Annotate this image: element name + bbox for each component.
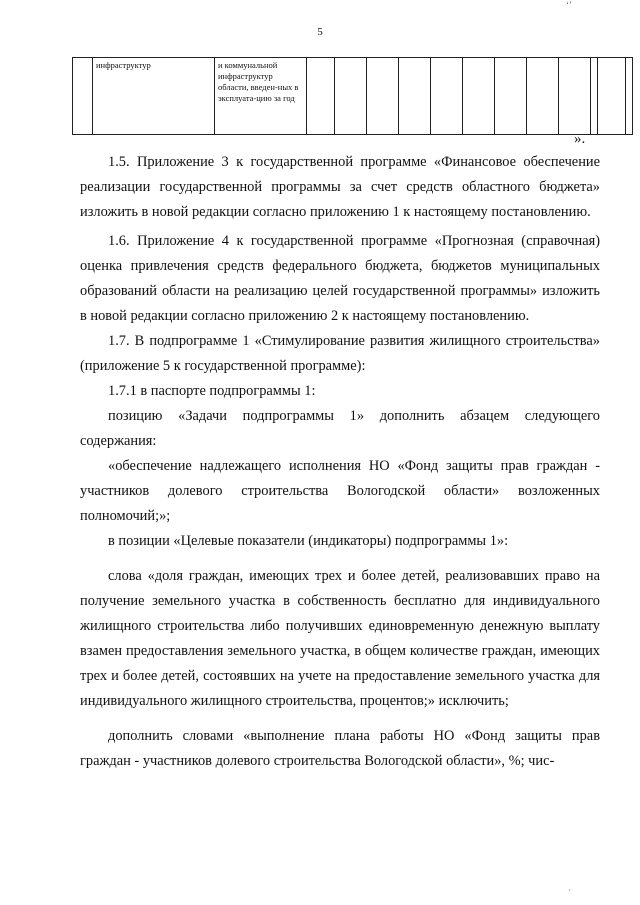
closing-quote: ». bbox=[574, 131, 586, 147]
table-row bbox=[73, 58, 633, 135]
corner-mark-bottom: ´ bbox=[568, 888, 571, 898]
paragraph-words: слова «доля граждан, имеющих трех и более детей, реализовавших право на получение земельного участка в собственность бесплатно для индивидуального жилищного строительства либо получивших единовременную денежную выплату взамен предоставления земельного участка, в общем количестве граждан, имеющих трех и более детей, состоявших на учете на предоставление земельного участка для индивидуального жилищного строительства, процентов;» исключить; bbox=[80, 568, 600, 709]
paragraph-1-7-1: 1.7.1 в паспорте подпрограммы 1: bbox=[108, 383, 316, 399]
document-body bbox=[80, 150, 600, 774]
table-cell-2: инфраструктур bbox=[93, 58, 215, 135]
table-cell-empty bbox=[495, 58, 527, 135]
paragraph-1-6: 1.6. Приложение 4 к государственной программе «Прогнозная (справочная) оценка привлечения средств федерального бюджета, бюджетов муниципальных образований области на реализацию целей государственной программы» изложить в новой редакции согласно приложению 2 к настоящему постановлению. bbox=[80, 233, 600, 324]
table-cell-empty bbox=[307, 58, 335, 135]
corner-mark-top: ‘’ bbox=[566, 0, 572, 10]
table-cell-empty bbox=[626, 58, 633, 135]
table-cell-empty bbox=[591, 58, 598, 135]
table-cell-empty bbox=[399, 58, 431, 135]
table-cell-3: и коммунальной инфраструктур области, введен-ных в эксплуата-цию за год bbox=[215, 58, 307, 135]
paragraph-1-7: 1.7. В подпрограмме 1 «Стимулирование развития жилищного строительства» (приложение 5 к государственной программе): bbox=[80, 333, 600, 374]
table-cell-empty bbox=[559, 58, 591, 135]
table-fragment bbox=[72, 57, 633, 135]
paragraph-1-5: 1.5. Приложение 3 к государственной программе «Финансовое обеспечение реализации государственной программы за счет средств областного бюджета» изложить в новой редакции согласно приложению 1 к настоящему постановлению. bbox=[80, 154, 600, 220]
paragraph-targets: в позиции «Целевые показатели (индикаторы) подпрограммы 1»: bbox=[108, 533, 509, 549]
table-cell-empty bbox=[431, 58, 463, 135]
table-cell-empty bbox=[598, 58, 626, 135]
table-cell-empty bbox=[367, 58, 399, 135]
paragraph-add: дополнить словами «выполнение плана работы НО «Фонд защиты прав граждан - участников долевого строительства Вологодской области», %; чис- bbox=[80, 728, 600, 769]
paragraph-quote: «обеспечение надлежащего исполнения НО «Фонд защиты прав граждан - участников долевого строительства Вологодской области» возложенных полномочий;»; bbox=[80, 458, 600, 524]
table-cell-empty bbox=[335, 58, 367, 135]
table-cell-1 bbox=[73, 58, 93, 135]
page-number: 5 bbox=[317, 26, 323, 38]
table-cell-empty bbox=[463, 58, 495, 135]
table-cell-empty bbox=[527, 58, 559, 135]
paragraph-tasks: позицию «Задачи подпрограммы 1» дополнить абзацем следующего содержания: bbox=[80, 408, 600, 449]
